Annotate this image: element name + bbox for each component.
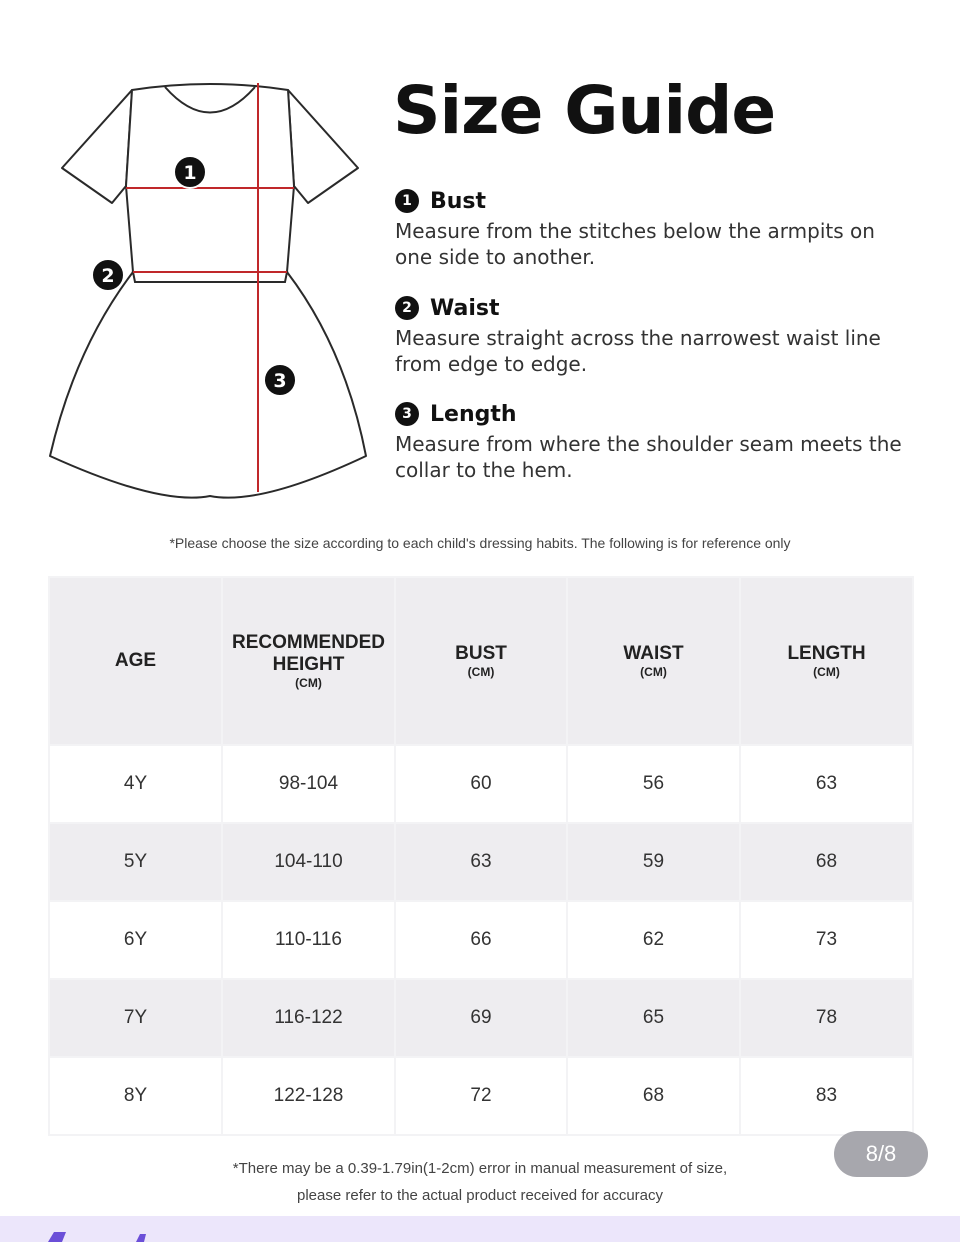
cell-length: 63 <box>740 745 913 823</box>
dress-diagram <box>40 78 380 508</box>
accuracy-note: *There may be a 0.39-1.79in(1-2cm) error in manual measurement of size, please refer to the actual product received for accuracy <box>232 1160 728 1204</box>
svg-text:3: 3 <box>273 370 287 392</box>
table-row <box>49 979 913 1057</box>
guide-waist <box>395 293 935 377</box>
skirt <box>50 272 366 498</box>
number-badge-icon: 1 <box>395 189 419 213</box>
cell-height: 98-104 <box>222 745 395 823</box>
cell-bust: 63 <box>395 823 567 901</box>
cell-bust: 66 <box>395 901 567 979</box>
svg-text:2: 2 <box>101 265 115 287</box>
number-badge-icon: 2 <box>395 296 419 320</box>
reference-note: *Please choose the size according to each child's dressing habits. The following is for reference only <box>169 535 791 551</box>
cell-age: 6Y <box>49 901 222 979</box>
cell-waist: 65 <box>567 979 740 1057</box>
size-table <box>48 576 914 1136</box>
guide-label: Length <box>430 401 517 427</box>
guide-label: Bust <box>430 188 487 214</box>
cell-waist: 68 <box>567 1057 740 1135</box>
guide-bust <box>395 186 935 270</box>
cell-bust: 72 <box>395 1057 567 1135</box>
cell-age: 7Y <box>49 979 222 1057</box>
table-row <box>49 901 913 979</box>
cell-bust: 60 <box>395 745 567 823</box>
cell-waist: 56 <box>567 745 740 823</box>
cell-length: 68 <box>740 823 913 901</box>
table-row <box>49 1057 913 1135</box>
cell-height: 110-116 <box>222 901 395 979</box>
header-waist: WAIST (CM) <box>567 577 740 745</box>
page-indicator: 8/8 <box>834 1131 928 1177</box>
marker-1 <box>174 156 206 188</box>
guide-length <box>395 399 935 483</box>
table-row <box>49 823 913 901</box>
cell-age: 4Y <box>49 745 222 823</box>
cell-height: 122-128 <box>222 1057 395 1135</box>
cell-waist: 59 <box>567 823 740 901</box>
cell-length: 73 <box>740 901 913 979</box>
table-header-row <box>49 577 913 745</box>
cell-height: 104-110 <box>222 823 395 901</box>
cell-length: 78 <box>740 979 913 1057</box>
header-age: AGE <box>49 577 222 745</box>
cell-bust: 69 <box>395 979 567 1057</box>
number-badge-icon: 3 <box>395 402 419 426</box>
header-height: RECOMMENDED HEIGHT (CM) <box>222 577 395 745</box>
left-sleeve <box>62 90 132 203</box>
guide-description: Measure from where the shoulder seam meets the collar to the hem. <box>395 432 902 482</box>
cell-age: 5Y <box>49 823 222 901</box>
page-title: Size Guide <box>393 72 776 149</box>
header-bust: BUST (CM) <box>395 577 567 745</box>
header-length: LENGTH (CM) <box>740 577 913 745</box>
brand-mark-icon <box>40 1230 170 1242</box>
marker-3 <box>264 364 296 396</box>
guide-description: Measure straight across the narrowest waist line from edge to edge. <box>395 326 881 376</box>
guide-description: Measure from the stitches below the armpits on one side to another. <box>395 219 875 269</box>
right-sleeve <box>288 90 358 203</box>
cell-height: 116-122 <box>222 979 395 1057</box>
cell-waist: 62 <box>567 901 740 979</box>
marker-2 <box>92 259 124 291</box>
table-row <box>49 745 913 823</box>
svg-text:1: 1 <box>183 162 197 184</box>
cell-length: 83 <box>740 1057 913 1135</box>
cell-age: 8Y <box>49 1057 222 1135</box>
guide-label: Waist <box>430 295 500 321</box>
